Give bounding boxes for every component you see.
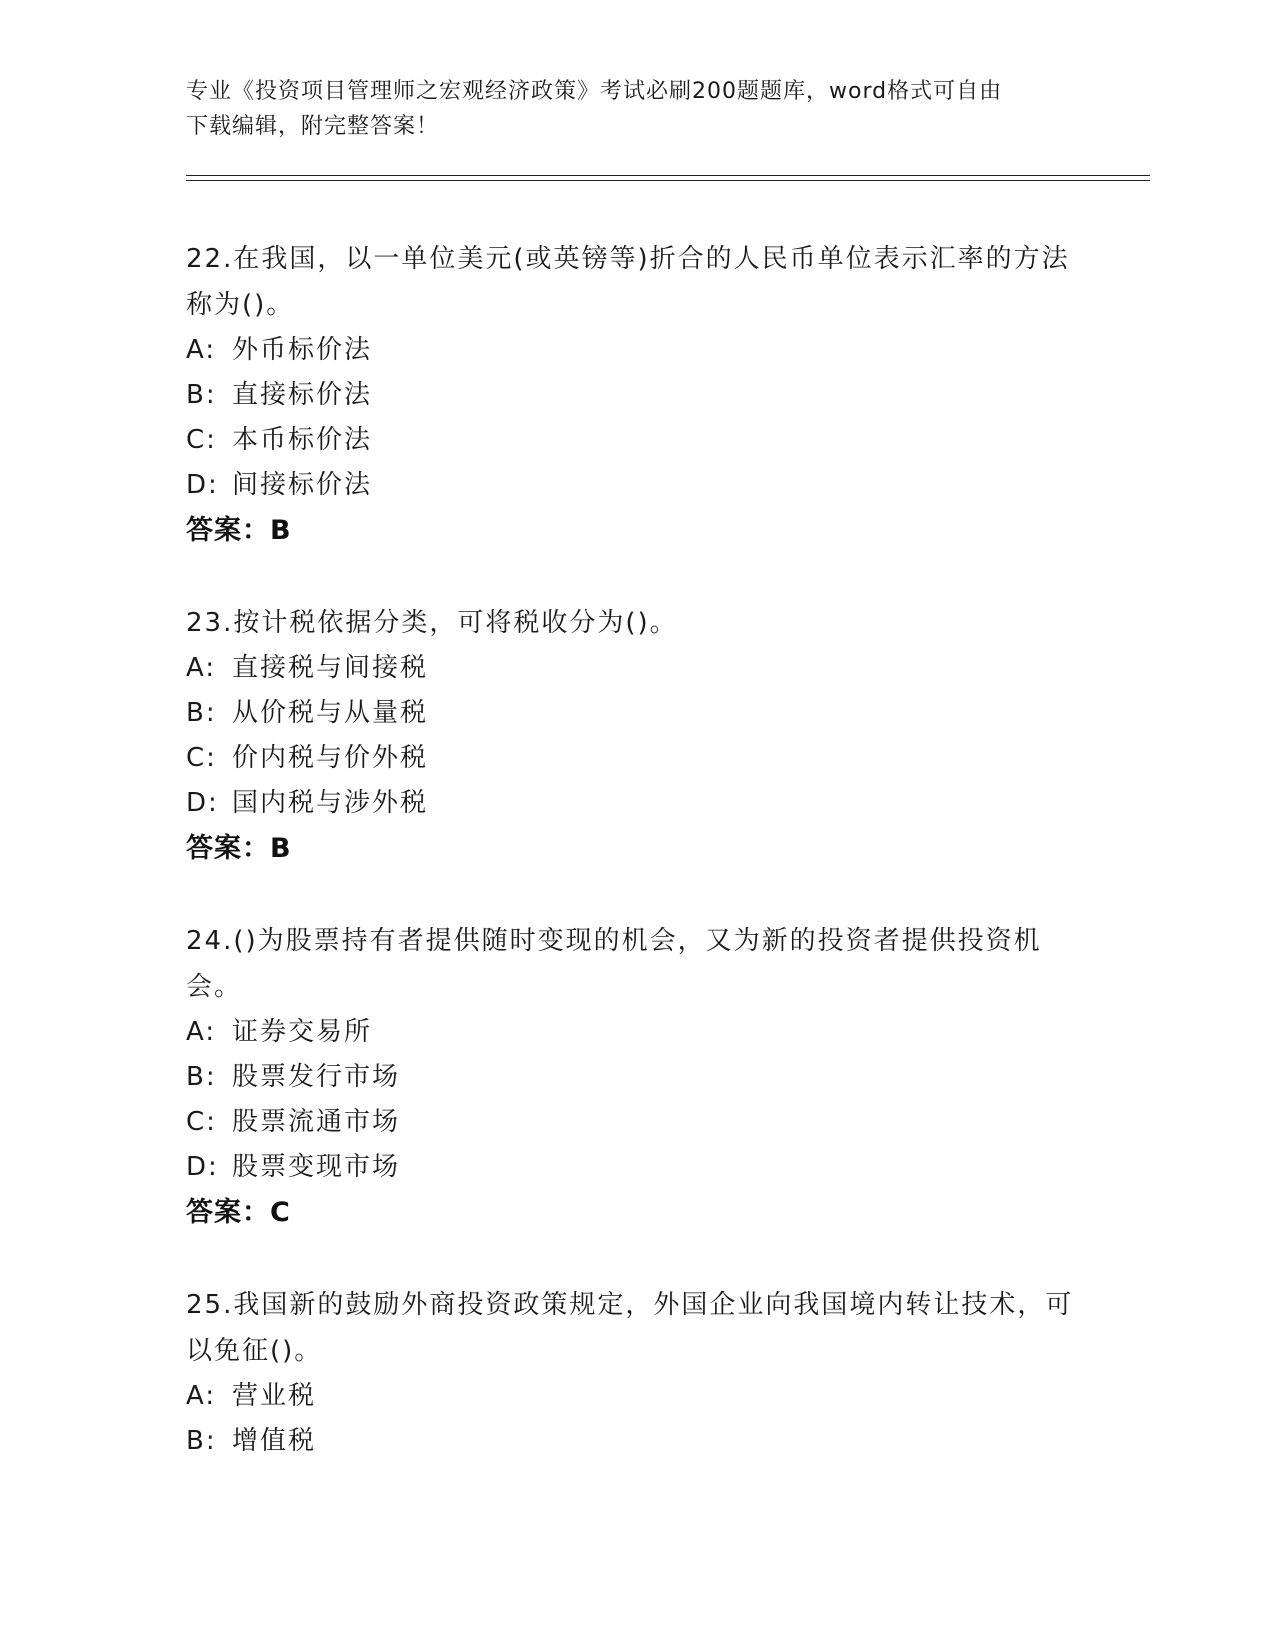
- option-d: [186, 1145, 1086, 1190]
- option-text: 国内税与涉外税: [232, 788, 429, 818]
- option-text: 股票流通市场: [232, 1107, 401, 1137]
- answer: 答案：C: [186, 1197, 291, 1228]
- option-text: 间接标价法: [232, 470, 373, 500]
- option-key: A:: [186, 653, 217, 683]
- option-text: 直接标价法: [232, 380, 373, 410]
- option-b: [186, 1419, 1086, 1464]
- option-c: [186, 1100, 1086, 1145]
- option-b: [186, 691, 1086, 736]
- option-d: [186, 781, 1086, 826]
- question-23: [186, 600, 1086, 872]
- answer: 答案：B: [186, 515, 292, 546]
- option-a: [186, 328, 1086, 373]
- option-text: 营业税: [232, 1381, 317, 1411]
- answer: 答案：B: [186, 833, 292, 864]
- option-key: C:: [186, 1107, 217, 1137]
- option-key: A:: [186, 1381, 217, 1411]
- question-stem: 25.我国新的鼓励外商投资政策规定，外国企业向我国境内转让技术，可以免征()。: [186, 1290, 1074, 1366]
- option-key: B:: [186, 698, 217, 728]
- question-22: [186, 236, 1086, 554]
- header-line-1: 专业《投资项目管理师之宏观经济政策》考试必刷200题题库，word格式可自由: [186, 79, 1003, 104]
- question-25: [186, 1282, 1086, 1464]
- question-stem: 24.()为股票持有者提供随时变现的机会，又为新的投资者提供投资机会。: [186, 926, 1042, 1002]
- option-a: [186, 646, 1086, 691]
- question-list: [186, 236, 1086, 1510]
- header-divider: [186, 175, 1150, 181]
- option-key: C:: [186, 743, 217, 773]
- option-a: [186, 1374, 1086, 1419]
- option-b: [186, 1055, 1086, 1100]
- option-b: [186, 373, 1086, 418]
- option-text: 价内税与价外税: [232, 743, 429, 773]
- option-key: B:: [186, 1426, 217, 1456]
- option-key: C:: [186, 425, 217, 455]
- option-text: 直接税与间接税: [232, 653, 429, 683]
- question-stem: 22.在我国，以一单位美元(或英镑等)折合的人民币单位表示汇率的方法称为()。: [186, 244, 1070, 320]
- option-text: 从价税与从量税: [232, 698, 429, 728]
- option-d: [186, 463, 1086, 508]
- option-text: 本币标价法: [232, 425, 373, 455]
- option-text: 股票发行市场: [232, 1062, 401, 1092]
- option-key: A:: [186, 1017, 217, 1047]
- option-text: 增值税: [232, 1426, 317, 1456]
- option-key: B:: [186, 380, 217, 410]
- question-stem: 23.按计税依据分类，可将税收分为()。: [186, 608, 678, 638]
- option-key: D:: [186, 470, 219, 500]
- option-c: [186, 736, 1086, 781]
- option-text: 股票变现市场: [232, 1152, 401, 1182]
- option-key: A:: [186, 335, 217, 365]
- option-key: D:: [186, 788, 219, 818]
- option-text: 外币标价法: [232, 335, 373, 365]
- question-24: [186, 918, 1086, 1236]
- header-line-2: 下载编辑，附完整答案！: [186, 114, 440, 139]
- page-header: [186, 74, 1086, 144]
- option-text: 证券交易所: [232, 1017, 373, 1047]
- option-c: [186, 418, 1086, 463]
- option-key: D:: [186, 1152, 219, 1182]
- option-a: [186, 1010, 1086, 1055]
- option-key: B:: [186, 1062, 217, 1092]
